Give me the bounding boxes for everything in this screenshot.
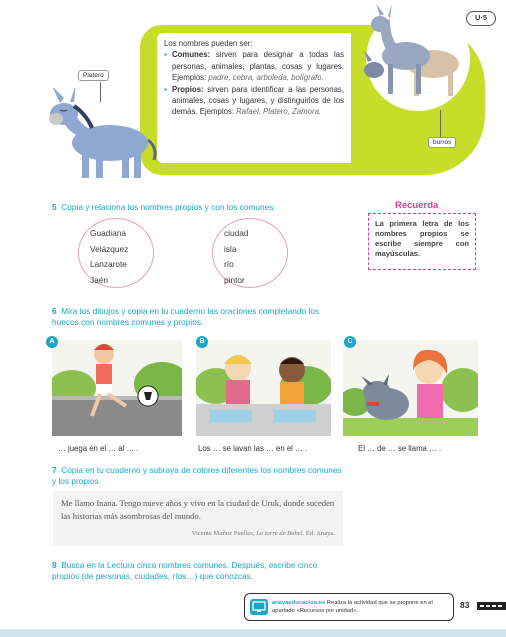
page-number: 83 <box>460 600 470 610</box>
exercise-7-instruction <box>52 465 347 487</box>
list-item: ciudad <box>224 228 249 238</box>
bottom-bar <box>0 629 506 637</box>
scene-b-image <box>196 340 331 436</box>
quote-citation <box>61 528 335 541</box>
definition-box <box>157 33 351 163</box>
page-decoration <box>477 602 506 610</box>
citation-title: La torre de Babel <box>256 530 303 537</box>
list-item: Jaén <box>90 274 108 285</box>
scene-c-caption: El … de … se llama … . <box>358 444 442 453</box>
burros-label: burros <box>428 137 456 148</box>
comunes-list <box>224 226 248 288</box>
list-item: Velázquez <box>90 243 129 254</box>
exercise-text: Copia y relaciona los nombres propios y con los comunes. <box>61 202 276 212</box>
quote-text: Me llamo Inana. Tengo nueve años y vivo en la ciudad de Uruk, donde suceden las historias más asombrosas del mundo. <box>61 498 335 521</box>
scene-b-badge: B <box>196 336 208 348</box>
exercise-text: Copia en tu cuaderno y subraya de colores diferentes los nombres comunes y los propios. <box>52 465 342 486</box>
list-item: isla <box>224 243 237 254</box>
exercise-number: 8 <box>52 560 57 570</box>
list-item: Lanzarote <box>90 259 127 269</box>
scene-c-image <box>343 340 478 436</box>
citation-publisher: . Ed. Anaya. <box>302 530 335 537</box>
comunes-examples: padre, cebra, arboleda, bolígrafo. <box>208 73 324 83</box>
propios-text: sirven para identificar a las personas, animales, cosas y lugares, y distinguirlos de los demás. Ejemplos: <box>172 84 344 117</box>
exercise-text: Busca en la Lectura cinco nombres comunes. Después, escribe cinco propios (de personas, ciudades, ríos…) que conozcas. <box>52 560 318 581</box>
propios-term: Propios: <box>172 84 204 94</box>
recuerda-text: La primera letra de los nombres propios se escribe siempre con mayúsculas. <box>375 219 469 258</box>
unit-badge: U·5 <box>466 11 496 26</box>
propios-list <box>90 226 128 288</box>
comunes-definition <box>164 49 344 83</box>
exercise-number: 6 <box>52 306 57 316</box>
recuerda-box <box>368 213 476 270</box>
recuerda-title: Recuerda <box>395 200 439 211</box>
propios-definition <box>164 84 344 118</box>
resources-text <box>272 600 448 615</box>
exercise-6-instruction <box>52 306 347 328</box>
scene-a-badge: A <box>46 336 58 348</box>
computer-icon <box>250 599 268 615</box>
propios-examples: Rafael, Platero, Zamora. <box>236 107 322 117</box>
reading-quote <box>53 491 343 546</box>
definition-intro: Los nombres pueden ser: <box>164 39 253 48</box>
list-item: pintor <box>224 274 245 285</box>
comunes-term: Comunes: <box>172 50 211 60</box>
platero-label: Platero <box>78 70 109 81</box>
donkey-illustration <box>30 88 160 183</box>
scene-a-caption: … juega en el … al … . <box>58 444 139 453</box>
exercise-8-instruction <box>52 560 342 582</box>
exercise-number: 7 <box>52 465 57 475</box>
list-item: río <box>224 259 234 269</box>
label-leader-line <box>440 110 441 137</box>
resources-description: Realiza la actividad que se propone en el apartado «Recursos por unidad». <box>272 600 433 614</box>
exercise-text: Mira los dibujos y copia en tu cuaderno las oraciones completando los huecos con nombres comunes y propios. <box>52 306 320 327</box>
scene-c-badge: C <box>344 336 356 348</box>
resources-link[interactable]: anayaeducacion.es <box>272 600 326 606</box>
list-item: Guadiana <box>90 228 126 238</box>
label-leader-line <box>100 82 101 102</box>
scene-b-caption: Los … se lavan las … en el … . <box>198 444 308 453</box>
donkeys-illustration <box>358 4 478 116</box>
exercise-5-instruction <box>52 202 352 213</box>
exercise-number: 5 <box>52 202 57 212</box>
scene-a-image <box>52 340 182 436</box>
citation-author: Vicente Muñoz Puelles, <box>191 530 257 537</box>
comunes-text: sirven para designar a todas las personas, animales, plantas, cosas y lugares. Ejemplos: <box>172 50 344 83</box>
